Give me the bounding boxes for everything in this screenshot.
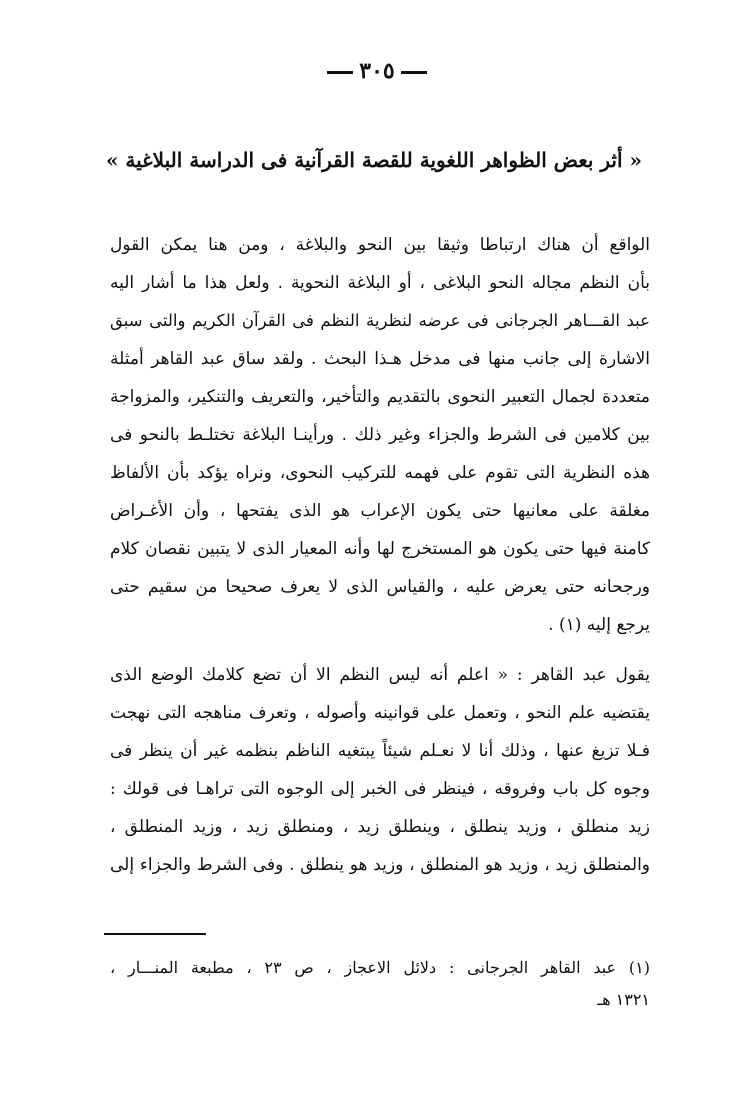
paragraph-1-line: عبد القـــاهر الجرجانى فى عرضه لنظرية النظم فى القرآن الكريم والتى سبق [110, 311, 650, 330]
paragraph-2-line: وجوه كل باب وفروقه ، فينظر فى الخبر إلى الوجوه التى تراهـا فى قولك : [110, 779, 650, 799]
paragraph-1-line: ورجحانه حتى يعرض عليه ، والقياس الذى لا يعرف صحيحا من سقيم حتى [110, 577, 650, 597]
paragraph-1-line: الواقع أن هناك ارتباطا وثيقا بين النحو والبلاغة ، ومن هنا يمكن القول [110, 235, 650, 255]
paragraph-1-line: بين كلامين فى الشرط والجزاء وغير ذلك . ورأينـا البلاغة تختلـط بالنحو فى [110, 425, 650, 445]
footnote-line: (١) عبد القاهر الجرجانى : دلائل الاعجاز ، ص ٢٣ ، مطبعة المنـــار ، [110, 958, 650, 977]
footnote-line: ١٣٢١ هـ [597, 990, 650, 1009]
paragraph-2-line: يقتضيه علم النحو ، وتعمل على قوانينه وأصوله ، وتعرف مناهجه التى نهجت [110, 703, 650, 723]
paragraph-1-line: يرجع إليه (١) . [548, 615, 650, 635]
paragraph-1-line: متعددة لجمال التعبير النحوى بالتقديم والتأخير، والتعريف والتنكير، والمزواجة [110, 387, 650, 407]
page-number-value: ٣٠٥ [359, 58, 395, 84]
paragraph-2-line: يقول عبد القاهر : « اعلم أنه ليس النظم الا أن تضع كلامك الوضع الذى [110, 665, 650, 685]
paragraph-1-line: مغلقة على معانيها حتى يكون الإعراب هو الذى يفتحها ، وأن الأغـراض [110, 501, 650, 521]
paragraph-1-line: الاشارة إلى جانب منها فى مدخل هـذا البحث . ولقد ساق عبد القاهر أمثلة [110, 349, 650, 369]
paragraph-2-line: زيد منطلق ، وزيد ينطلق ، وينطلق زيد ، ومنطلق زيد ، وزيد المنطلق ، [110, 817, 650, 837]
footnote-divider [104, 933, 206, 935]
page-number [0, 58, 754, 84]
page-number-dash-left [327, 71, 353, 74]
paragraph-1-line: بأن النظم مجاله النحو البلاغى ، أو البلاغة النحوية . ولعل هذا ما أشار اليه [110, 273, 650, 293]
paragraph-2-line: فـلا تزيغ عنها ، وذلك أنا لا نعـلم شيئاً يبتغيه الناظم بنظمه غير أن ينظر فى [110, 741, 650, 761]
paragraph-1-line: كامنة فيها حتى يكون هو المستخرج لها وأنه المعيار الذى لا يتبين نقصان كلام [110, 539, 650, 559]
paragraph-2-line: والمنطلق زيد ، وزيد هو المنطلق ، وزيد هو ينطلق . وفى الشرط والجزاء إلى [110, 855, 650, 875]
page-number-dash-right [401, 71, 427, 74]
paragraph-1-line: هذه النظرية التى تقوم على فهمه للتركيب النحوى، ونراه يؤكد بأن الألفاظ [110, 463, 650, 483]
chapter-title: « أثر بعض الظواهر اللغوية للقصة القرآنية فى الدراسة البلاغية » [105, 148, 643, 172]
